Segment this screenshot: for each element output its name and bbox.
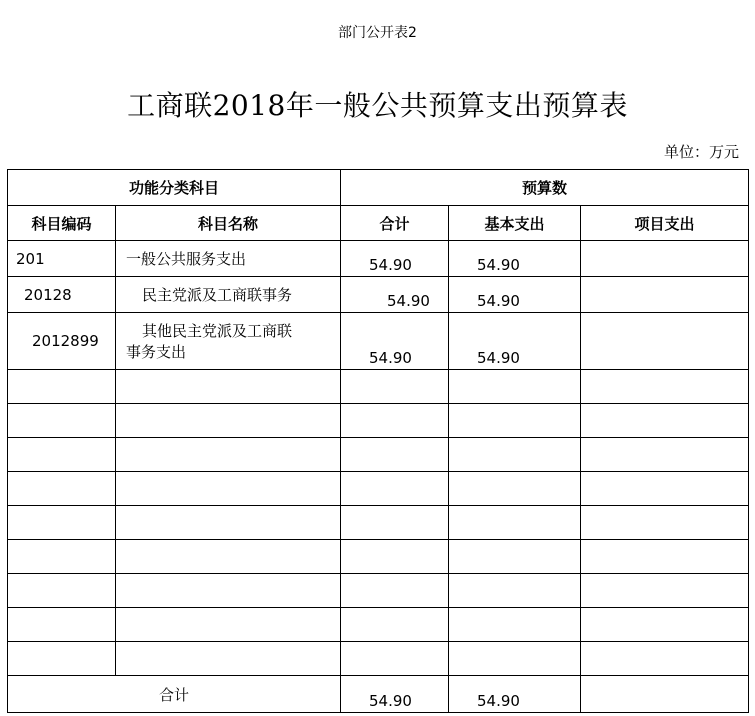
row-project: [581, 241, 749, 277]
empty-cell: [116, 608, 341, 642]
row-total: 54.90: [341, 277, 449, 313]
total-column-header: 合计: [341, 206, 449, 241]
empty-row: [8, 540, 749, 574]
empty-cell: [8, 574, 116, 608]
empty-row: [8, 642, 749, 676]
empty-cell: [449, 370, 581, 404]
row-name: 一般公共服务支出: [116, 241, 341, 277]
row-name-line1: 其他民主党派及工商联: [142, 322, 293, 340]
code-column-header: 科目编码: [8, 206, 116, 241]
table-row: [8, 241, 749, 277]
empty-cell: [8, 370, 116, 404]
empty-row: [8, 404, 749, 438]
empty-cell: [449, 574, 581, 608]
empty-cell: [341, 506, 449, 540]
empty-cell: [581, 540, 749, 574]
empty-cell: [116, 574, 341, 608]
table-row: [8, 277, 749, 313]
empty-cell: [581, 642, 749, 676]
row-basic: 54.90: [449, 241, 581, 277]
empty-cell: [581, 608, 749, 642]
empty-cell: [8, 438, 116, 472]
empty-cell: [341, 404, 449, 438]
empty-cell: [8, 642, 116, 676]
row-basic: 54.90: [449, 277, 581, 313]
row-total: 54.90: [341, 241, 449, 277]
empty-cell: [116, 506, 341, 540]
empty-cell: [341, 608, 449, 642]
totals-project: [581, 676, 749, 713]
empty-row: [8, 506, 749, 540]
empty-cell: [449, 438, 581, 472]
empty-cell: [341, 370, 449, 404]
empty-cell: [341, 574, 449, 608]
empty-cell: [341, 438, 449, 472]
empty-cell: [341, 472, 449, 506]
row-basic: 54.90: [449, 313, 581, 370]
totals-row: [8, 676, 749, 713]
empty-row: [8, 472, 749, 506]
empty-cell: [449, 642, 581, 676]
empty-cell: [449, 540, 581, 574]
empty-cell: [8, 404, 116, 438]
empty-cell: [116, 642, 341, 676]
totals-basic: 54.90: [449, 676, 581, 713]
row-project: [581, 277, 749, 313]
empty-cell: [116, 438, 341, 472]
project-column-header: 项目支出: [581, 206, 749, 241]
empty-cell: [116, 370, 341, 404]
empty-cell: [8, 540, 116, 574]
table-row: [8, 313, 749, 370]
row-name-line2: 事务支出: [126, 343, 187, 361]
row-code: 20128: [8, 277, 116, 313]
row-code: 201: [8, 241, 116, 277]
empty-cell: [581, 574, 749, 608]
empty-cell: [581, 404, 749, 438]
empty-row: [8, 608, 749, 642]
row-name: [116, 313, 341, 370]
totals-label: 合计: [8, 676, 341, 713]
empty-row: [8, 438, 749, 472]
budget-table: [7, 169, 749, 713]
empty-cell: [449, 506, 581, 540]
row-name: 民主党派及工商联事务: [116, 277, 341, 313]
totals-total: 54.90: [341, 676, 449, 713]
document-label: 部门公开表2: [338, 25, 417, 41]
empty-cell: [116, 404, 341, 438]
empty-cell: [341, 642, 449, 676]
empty-cell: [581, 506, 749, 540]
empty-cell: [8, 608, 116, 642]
empty-cell: [341, 540, 449, 574]
basic-column-header: 基本支出: [449, 206, 581, 241]
unit-label: 单位：万元: [663, 143, 739, 161]
name-column-header: 科目名称: [116, 206, 341, 241]
empty-cell: [8, 472, 116, 506]
column-header-row: [8, 206, 749, 241]
function-category-header: 功能分类科目: [8, 170, 341, 206]
row-total: 54.90: [341, 313, 449, 370]
empty-cell: [581, 370, 749, 404]
row-project: [581, 313, 749, 370]
empty-cell: [449, 608, 581, 642]
budget-header: 预算数: [341, 170, 749, 206]
empty-row: [8, 370, 749, 404]
empty-cell: [8, 506, 116, 540]
group-header-row: [8, 170, 749, 206]
row-code: 2012899: [8, 313, 116, 370]
page-title: 工商联2018年一般公共预算支出预算表: [127, 89, 628, 122]
empty-cell: [581, 438, 749, 472]
empty-cell: [449, 404, 581, 438]
empty-cell: [116, 472, 341, 506]
empty-row: [8, 574, 749, 608]
empty-cell: [449, 472, 581, 506]
empty-cell: [581, 472, 749, 506]
empty-cell: [116, 540, 341, 574]
